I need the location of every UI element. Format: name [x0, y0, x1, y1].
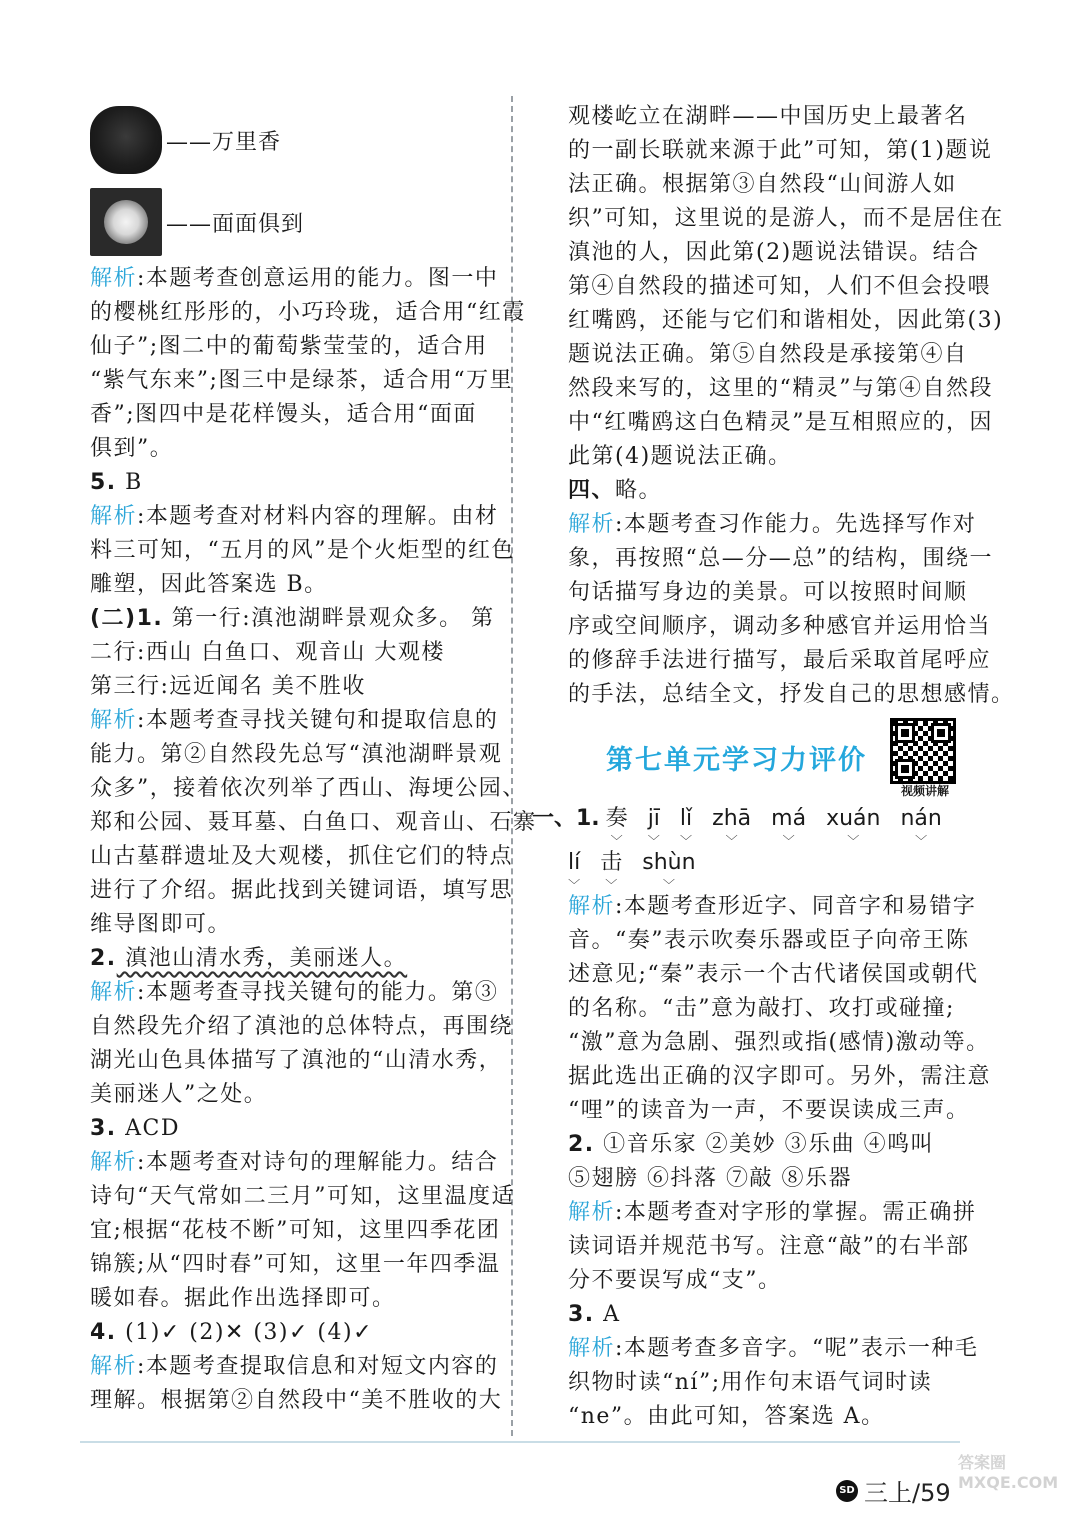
green-tea-image — [90, 106, 162, 174]
text-line — [90, 330, 490, 364]
analysis-label: 解析 — [90, 1354, 138, 1379]
text-line — [90, 1146, 499, 1180]
line-text: 序或空间顺序，调动多种感官并运用恰当 — [568, 614, 992, 639]
text-line — [568, 1400, 968, 1434]
answer-number: 2. — [568, 1132, 595, 1157]
line-text: ①音乐家 ②美妙 ③乐曲 ④鸣叫 — [594, 1132, 935, 1157]
text-line — [90, 364, 514, 398]
line-text: 锦簇;从“四时春”可知，这里一年四季温 — [90, 1252, 501, 1277]
line-text: 的修辞手法进行描写，最后采取首尾呼应 — [568, 648, 992, 673]
watermark-logo: 答案圈 MXQE.COM — [958, 1453, 1059, 1492]
text-line — [90, 568, 490, 602]
line-text: 二行:西山 白鱼口、观音山 大观楼 — [90, 640, 445, 665]
page-label: 三上/59 — [864, 1479, 951, 1507]
text-line — [568, 1332, 979, 1366]
analysis-label: 解析 — [568, 512, 616, 537]
line-text: 自然段先介绍了滇池的总体特点，再围绕 — [90, 1014, 514, 1039]
pinyin-answer: má ﹀ — [771, 806, 807, 848]
line-text: 象，再按照“总—分—总”的结构，围绕一 — [568, 546, 993, 571]
text-line — [568, 644, 992, 678]
text-line — [568, 508, 977, 542]
pinyin-row-2 — [568, 846, 968, 890]
flower-bun-image — [90, 188, 162, 256]
right-text-block-bottom — [568, 890, 992, 1434]
analysis-label: 解析 — [90, 504, 138, 529]
answer-number: 2. — [90, 946, 117, 971]
footer-rule — [80, 1441, 960, 1443]
text-line — [90, 1180, 515, 1214]
analysis-label: 解析 — [90, 980, 138, 1005]
line-text: 中“红嘴鸥这白色精灵”是互相照应的，因 — [568, 410, 993, 435]
line-text: 法正确。根据第③自然段“山间游人如 — [568, 172, 957, 197]
text-line — [568, 236, 980, 270]
line-text: 料三可知，“五月的风”是个火炬型的红色 — [90, 538, 515, 563]
text-line — [568, 474, 968, 508]
line-text: 观楼屹立在湖畔——中国历史上最著名 — [568, 104, 968, 129]
line-text: 分不要误写成“支”。 — [568, 1268, 782, 1293]
page-number — [836, 1473, 951, 1508]
line-text: 诗句“天气常如二三月”可知，这里温度适 — [90, 1184, 515, 1209]
text-line — [568, 992, 968, 1026]
text-line — [568, 1264, 968, 1298]
column-divider — [511, 96, 513, 1436]
line-text: 然段来写的，这里的“精灵”与第④自然段 — [568, 376, 993, 401]
line-text: 维导图即可。 — [90, 912, 232, 937]
line-text: :本题考查对材料内容的理解。由材 — [137, 504, 499, 529]
text-line — [568, 610, 992, 644]
text-line — [568, 1060, 992, 1094]
image-row-bun — [90, 182, 490, 262]
pinyin-answer: 击 ﹀ — [600, 850, 623, 892]
line-text: 滇池的人，因此第(2)题说法错误。结合 — [568, 240, 980, 265]
text-line — [568, 134, 993, 168]
image-row-tea — [90, 100, 490, 180]
line-text: 述意见;“秦”表示一个古代诸侯国或朝代 — [568, 962, 979, 987]
left-column — [90, 100, 537, 1418]
line-text: 的手法，总结全文，抒发自己的思想感情。 — [568, 682, 1015, 707]
line-text: 第三行:远近闻名 美不胜收 — [90, 674, 366, 699]
text-line — [90, 1282, 490, 1316]
text-line — [568, 372, 993, 406]
line-text: “激”意为急剧、强烈或指(感情)激动等。 — [568, 1030, 990, 1055]
line-text: 读词语并规范书写。注意“敲”的右半部 — [568, 1234, 970, 1259]
line-text: 织物时读“ní”;用作句末语气词时读 — [568, 1370, 933, 1395]
answer-number: 4. — [90, 1320, 117, 1345]
text-line — [90, 432, 490, 466]
pinyin-row-1 — [532, 802, 968, 846]
sd-badge: SD — [836, 1480, 858, 1502]
line-text: :本题考查形近字、同音字和易错字 — [615, 894, 977, 919]
line-text: 略。 — [615, 478, 663, 503]
text-line — [90, 1010, 514, 1044]
text-line — [90, 1248, 501, 1282]
text-line — [90, 500, 499, 534]
line-text: :本题考查习作能力。先选择写作对 — [615, 512, 977, 537]
text-line — [568, 270, 992, 304]
line-text: “哩”的读音为一声，不要误读成三声。 — [568, 1098, 970, 1123]
pinyin-answer: shùn ﹀ — [642, 850, 696, 892]
line-text: :本题考查对字形的掌握。需正确拼 — [615, 1200, 977, 1225]
text-line — [568, 100, 968, 134]
analysis-label: 解析 — [568, 1336, 616, 1361]
answer-number: 3. — [90, 1116, 117, 1141]
line-text: 音。“奏”表示吹奏乐器或臣子向帝王陈 — [568, 928, 970, 953]
text-line — [568, 924, 968, 958]
text-line — [90, 398, 490, 432]
line-text: “紫气东来”;图三中是绿茶，适合用“万里 — [90, 368, 514, 393]
question-number: 一、1. — [532, 806, 600, 831]
right-text-block-top — [568, 100, 1015, 712]
text-line — [568, 304, 1004, 338]
line-text: :本题考查对诗句的理解能力。结合 — [137, 1150, 499, 1175]
answer-number: 5. — [90, 470, 117, 495]
line-text: :本题考查多音字。“呢”表示一种毛 — [615, 1336, 979, 1361]
text-line — [90, 874, 514, 908]
text-line — [90, 942, 490, 976]
qr-code-icon[interactable] — [890, 718, 956, 784]
pinyin-answer: lǐ ﹀ — [679, 806, 693, 848]
text-line — [568, 1026, 990, 1060]
text-line — [90, 1214, 501, 1248]
line-text: 仙子”;图二中的葡萄紫莹莹的，适合用 — [90, 334, 488, 359]
text-line — [568, 1196, 977, 1230]
pinyin-answer: nán ﹀ — [900, 806, 942, 848]
analysis-label: 解析 — [568, 894, 616, 919]
line-text: 的名称。“击”意为敲打、攻打或碰撞; — [568, 996, 955, 1021]
text-line — [90, 840, 514, 874]
line-text: A — [594, 1302, 621, 1327]
line-text: (1)✓ (2)✕ (3)✓ (4)✓ — [116, 1320, 374, 1345]
text-line — [568, 1366, 968, 1400]
answer-number: 四、 — [568, 478, 616, 503]
text-line — [90, 908, 490, 942]
text-line — [90, 1044, 503, 1078]
text-line — [90, 262, 499, 296]
line-text: 山古墓群遗址及大观楼，抓住它们的特点 — [90, 844, 514, 869]
pinyin-answer: 奏 ﹀ — [605, 806, 628, 848]
line-text: 句话描写身边的美景。可以按照时间顺 — [568, 580, 968, 605]
text-line — [90, 976, 499, 1010]
image-label-bun: ——面面俱到 — [166, 211, 305, 237]
line-text: 第④自然段的描述可知，人们不但会投喂 — [568, 274, 992, 299]
line-text: 湖光山色具体描写了滇池的“山清水秀， — [90, 1048, 503, 1073]
text-line — [90, 602, 495, 636]
pinyin-answer: lí ﹀ — [568, 850, 581, 892]
text-line — [90, 772, 526, 806]
text-line — [568, 440, 968, 474]
line-text: 能力。第②自然段先总写“滇池湖畔景观 — [90, 742, 503, 767]
text-line — [568, 1094, 968, 1128]
text-line — [568, 338, 968, 372]
line-text: 红嘴鸥，还能与它们和谐相处，因此第(3) — [568, 308, 1004, 333]
line-text: 题说法正确。第⑤自然段是承接第④自 — [568, 342, 968, 367]
image-label-tea: ——万里香 — [166, 129, 282, 155]
analysis-label: 解析 — [568, 1200, 616, 1225]
line-text: 宜;根据“花枝不断”可知，这里四季花团 — [90, 1218, 501, 1243]
unit-title: 第七单元学习力评价 — [606, 745, 867, 776]
text-line — [90, 670, 490, 704]
text-line — [568, 1128, 968, 1162]
pinyin-answer: jī ﹀ — [647, 806, 660, 848]
text-line — [90, 738, 503, 772]
line-text: 郑和公园、聂耳墓、白鱼口、观音山、石寨 — [90, 810, 537, 835]
analysis-label: 解析 — [90, 1150, 138, 1175]
text-line — [568, 576, 968, 610]
text-line — [90, 534, 515, 568]
text-line — [90, 1078, 490, 1112]
pinyin-answer: zhā ﹀ — [712, 806, 752, 848]
text-line — [568, 958, 979, 992]
line-text: 香”;图四中是花样馒头，适合用“面面 — [90, 402, 477, 427]
pinyin-answer: xuán ﹀ — [826, 806, 881, 848]
line-text: 第一行:滇池湖畔景观众多。 第 — [163, 606, 495, 631]
text-line — [90, 806, 537, 840]
unit-header — [568, 718, 968, 802]
text-line — [568, 542, 993, 576]
right-column — [532, 100, 1015, 1434]
text-line — [568, 1298, 968, 1332]
text-line — [90, 1350, 499, 1384]
text-line — [90, 1112, 490, 1146]
line-text: 俱到”。 — [90, 436, 174, 461]
text-line — [90, 1316, 490, 1350]
line-text: 此第(4)题说法正确。 — [568, 444, 792, 469]
answer-number: (二)1. — [90, 606, 164, 631]
text-line — [90, 636, 490, 670]
analysis-label: 解析 — [90, 266, 138, 291]
line-text: 众多”，接着依次列举了西山、海埂公园、 — [90, 776, 526, 801]
line-text: 织”可知，这里说的是游人，而不是居住在 — [568, 206, 1004, 231]
line-text: :本题考查寻找关键句的能力。第③ — [137, 980, 499, 1005]
text-line — [568, 1230, 968, 1264]
line-text: 理解。根据第②自然段中“美不胜收的大 — [90, 1388, 503, 1413]
line-text: :本题考查提取信息和对短文内容的 — [137, 1354, 499, 1379]
line-text: 暖如春。据此作出选择即可。 — [90, 1286, 396, 1311]
text-line — [568, 678, 1015, 712]
answer-number: 3. — [568, 1302, 595, 1327]
line-text: ACD — [116, 1116, 181, 1141]
text-line — [568, 168, 968, 202]
text-line — [568, 406, 993, 440]
text-line — [568, 202, 1004, 236]
line-text: :本题考查寻找关键句和提取信息的 — [137, 708, 499, 733]
text-line — [568, 1162, 968, 1196]
analysis-label: 解析 — [90, 708, 138, 733]
line-text: 雕塑，因此答案选 B。 — [90, 572, 328, 597]
text-line — [90, 296, 526, 330]
text-line — [90, 1384, 503, 1418]
key-sentence: 滇池山清水秀，美丽迷人。 — [116, 946, 408, 971]
line-text: 美丽迷人”之处。 — [90, 1082, 268, 1107]
text-line — [90, 704, 499, 738]
left-text-block — [90, 262, 537, 1418]
text-line — [568, 890, 977, 924]
line-text: ⑤翅膀 ⑥抖落 ⑦敲 ⑧乐器 — [568, 1166, 852, 1191]
line-text: B — [116, 470, 143, 495]
line-text: 的一副长联就来源于此”可知，第(1)题说 — [568, 138, 993, 163]
qr-label: 视频讲解 — [900, 784, 949, 798]
line-text: :本题考查创意运用的能力。图一中 — [137, 266, 499, 291]
line-text: 的樱桃红彤彤的，小巧玲珑，适合用“红霞 — [90, 300, 526, 325]
line-text: 据此选出正确的汉字即可。另外，需注意 — [568, 1064, 992, 1089]
line-text: 进行了介绍。据此找到关键词语，填写思 — [90, 878, 514, 903]
line-text: “ne”。由此可知，答案选 A。 — [568, 1404, 885, 1429]
text-line — [90, 466, 490, 500]
